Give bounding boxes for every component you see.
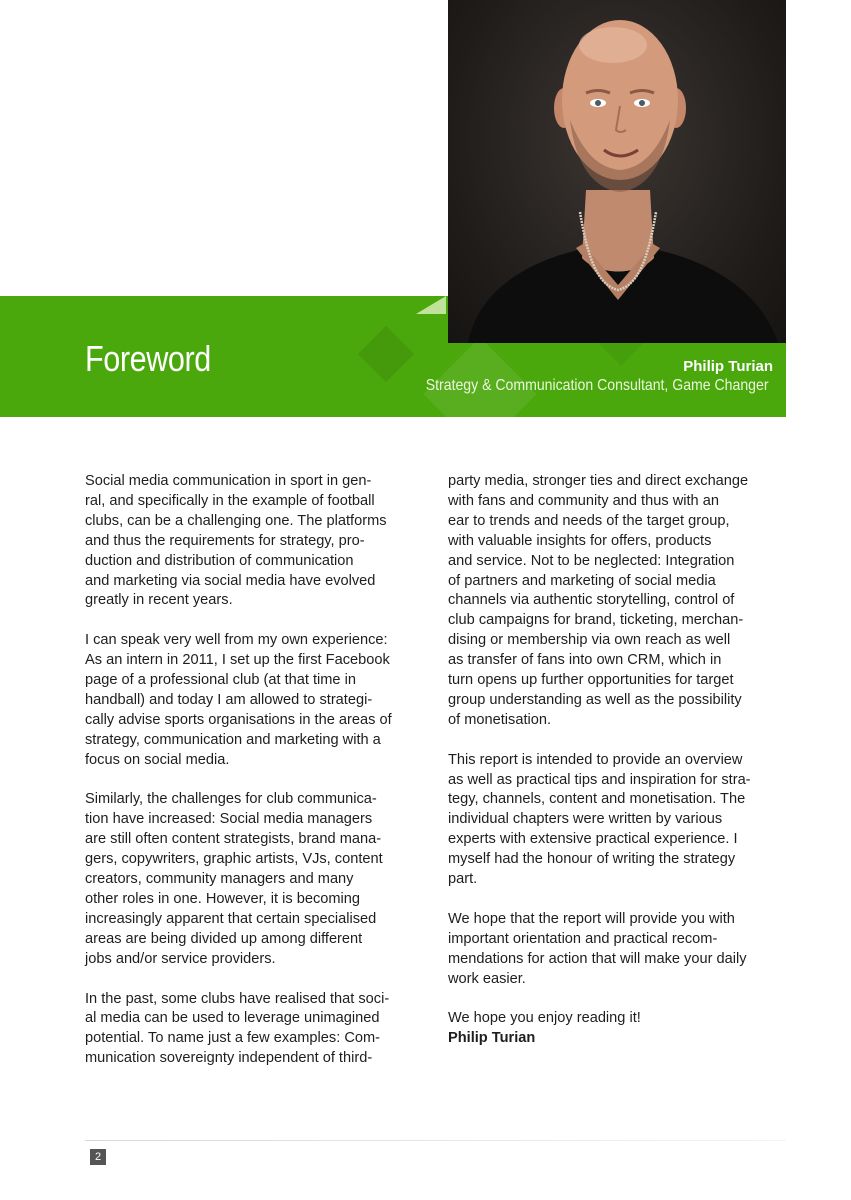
page-number: 2	[90, 1149, 106, 1165]
author-portrait	[448, 0, 786, 343]
paragraph: Similarly, the challenges for club communica- tion have increased: Social media managers are still often content strategists, brand mana- gers, copywriters, graphic artists, VJs, content creators, community managers and many other roles in one. However, it is becoming increasingly apparent that certain specialised areas are being divided up among different jobs and/or service providers.	[85, 791, 383, 967]
portrait-illustration	[448, 0, 786, 343]
closing-line: We hope you enjoy reading it!	[448, 1010, 641, 1027]
signature: Philip Turian	[448, 1030, 536, 1047]
author-name: Philip Turian	[683, 358, 773, 375]
footer-divider	[85, 1140, 786, 1141]
body-column-left	[85, 472, 425, 1069]
paragraph: I can speak very well from my own experience: As an intern in 2011, I set up the first Facebook page of a professional club (at that time in handball) and today I am allowed to strategi- cally advise sports organisations in the areas of strategy, communication and marketing with a focus on social media.	[85, 632, 392, 768]
paragraph: This report is intended to provide an overview as well as practical tips and inspiration for stra- tegy, channels, content and monetisation. The individual chapters were written by various experts with extensive practical experience. I myself had the honour of writing the strategy part.	[448, 751, 751, 888]
paragraph: Social media communication in sport in gen- ral, and specifically in the example of football clubs, can be a challenging one. The platforms and thus the requirements for strategy, pro- duction and distribution of communication and marketing via social media have evolved greatly in recent years.	[85, 473, 387, 609]
banner-decoration	[358, 326, 415, 383]
page-title: Foreword	[85, 338, 211, 379]
paragraph: We hope that the report will provide you with important orientation and practical recom- mendations for action that will make your daily work easier.	[448, 910, 747, 987]
paragraph: In the past, some clubs have realised that soci- al media can be used to leverage unimagined potential. To name just a few examples: Com- munication sovereignty independent of third-	[85, 990, 390, 1067]
body-column-right	[448, 472, 793, 1049]
banner-highlight	[416, 296, 446, 314]
author-role: Strategy & Communication Consultant, Game Changer	[426, 377, 769, 394]
paragraph: party media, stronger ties and direct exchange with fans and community and thus with an ear to trends and needs of the target group, with valuable insights for offers, products and service. Not to be neglected: Integration of partners and marketing of social media channels via authentic storytelling, control of club campaigns for brand, ticketing, merchan- dising or membership via own reach as well as transfer of fans into own CRM, which in turn opens up further opportunities for target group understanding as well as the possibility of monetisation.	[448, 473, 749, 728]
